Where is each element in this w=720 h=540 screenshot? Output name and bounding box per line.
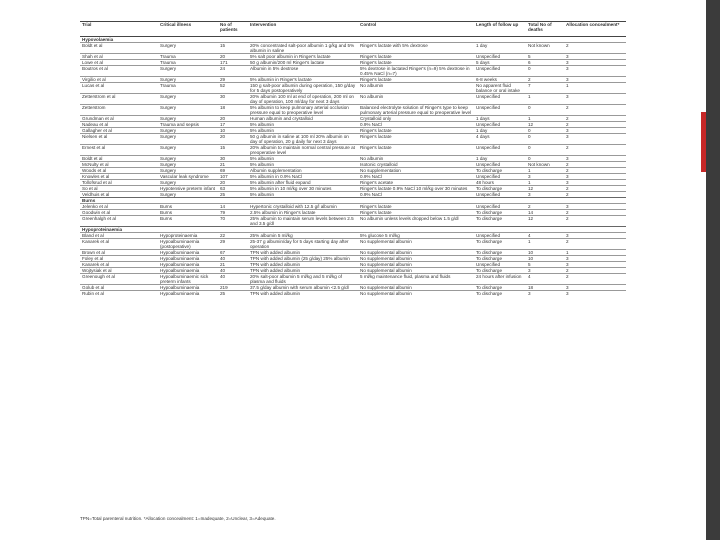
table-cell: Wojtysiak et al — [80, 268, 158, 274]
table-cell: 2 — [564, 105, 626, 116]
table-cell: Unspecified — [474, 192, 526, 198]
table-cell: 0 — [526, 145, 564, 156]
table-cell: 3 — [564, 54, 626, 60]
table-cell: Golub et al — [80, 285, 158, 291]
table-cell: No supplemental albumin — [358, 285, 474, 291]
table-cell: 3 — [564, 77, 626, 83]
table-cell: Unspecified — [474, 204, 526, 210]
table-cell: 0 — [526, 134, 564, 145]
table-cell: 29 — [218, 77, 248, 83]
table-cell: Unspecified — [474, 105, 526, 116]
table-cell: 5 — [526, 262, 564, 268]
table-cell: Hypoalbuminaemia (postoperative) — [158, 239, 218, 250]
table-cell: 1 day — [474, 128, 526, 134]
slide-accent-mark — [701, 112, 706, 172]
table-cell: 17 — [218, 122, 248, 128]
table-cell: Ernest et al — [80, 145, 158, 156]
table-cell: 3 — [564, 204, 626, 210]
table-cell: 50 g albumin/200 ml Ringer's lactate — [248, 60, 358, 66]
table-cell: 14 — [526, 210, 564, 216]
table-header-row — [80, 22, 626, 37]
table-cell: 2.5% albumin in Ringer's lactate — [248, 210, 358, 216]
table-cell: To discharge — [474, 210, 526, 216]
table-cell: To discharge — [474, 168, 526, 174]
table-cell: 5 days — [474, 60, 526, 66]
table-cell: 1 day — [474, 156, 526, 162]
table-cell: 40 — [218, 256, 248, 262]
table-cell: 3 — [564, 285, 626, 291]
table-cell: Unspecified — [474, 54, 526, 60]
table-cell: Unspecified — [474, 174, 526, 180]
table-cell: No albumin — [358, 83, 474, 94]
table-cell: Human albumin and crystalloid — [248, 116, 358, 122]
table-cell: 52 — [218, 83, 248, 94]
table-cell: 2 — [564, 168, 626, 174]
table-cell: Albumin supplementation — [248, 168, 358, 174]
table-cell: 25 — [218, 192, 248, 198]
slide-right-edge-bar — [706, 0, 720, 540]
table-cell: Zetterstrom — [80, 105, 158, 116]
column-header: No of patients — [218, 22, 248, 37]
table-cell: Hypoalbuminaemia — [158, 262, 218, 268]
table-cell: 21 — [218, 262, 248, 268]
table-cell: Trauma — [158, 60, 218, 66]
table-cell: Surgery — [158, 156, 218, 162]
table-cell: Surgery — [158, 128, 218, 134]
table-cell: To discharge — [474, 239, 526, 250]
table-cell: 2 — [564, 239, 626, 250]
table-cell: 40 — [218, 268, 248, 274]
table-row — [80, 145, 626, 156]
table-cell: 2 — [564, 192, 626, 198]
table-cell: Hypotensive preterm infant — [158, 186, 218, 192]
table-cell: Veldhuis et al — [80, 192, 158, 198]
table-cell: Surgery — [158, 192, 218, 198]
table-cell: Ringer's acetate — [358, 180, 474, 186]
table-cell: 3 — [526, 291, 564, 297]
table-cell: Surgery — [158, 94, 218, 105]
table-cell: 69 — [218, 168, 248, 174]
table-cell: 5% albumin — [248, 156, 358, 162]
table-cell: Surgery — [158, 145, 218, 156]
table-cell: Lowe et al — [80, 60, 158, 66]
table-cell: Nadeau et al — [80, 122, 158, 128]
table-cell: 4 — [526, 233, 564, 239]
table-cell: 0 — [526, 66, 564, 77]
table-cell: To discharge — [474, 250, 526, 256]
table-cell: 5% albumin in 0.9% NaCl — [248, 174, 358, 180]
table-cell: Surgery — [158, 116, 218, 122]
table-cell: 1 days — [474, 116, 526, 122]
table-cell: 22 — [218, 233, 248, 239]
table-cell: Ringer's lactate — [358, 204, 474, 210]
table-cell: 2 — [564, 210, 626, 216]
table-cell: Rubin et al — [80, 291, 158, 297]
table-cell: Greenhalgh et al — [80, 216, 158, 227]
table-cell: Surgery — [158, 180, 218, 186]
table-cell: 5 — [526, 54, 564, 60]
table-cell: 3 — [526, 174, 564, 180]
table-cell: 3 — [564, 174, 626, 180]
table-cell: No albumin — [358, 94, 474, 105]
table-cell: 50 g albumin in saline at 100 ml 20% albumin on day of operation, 20 g daily for next 3 days — [248, 134, 358, 145]
table-cell: 3 — [564, 66, 626, 77]
table-cell: 3 — [564, 262, 626, 268]
table-cell: To discharge — [474, 268, 526, 274]
table-cell: Surgery — [158, 162, 218, 168]
table-cell: Ringer's lactate — [358, 210, 474, 216]
column-header: Intervention — [248, 22, 358, 37]
table-cell: To discharge — [474, 186, 526, 192]
table-cell: 30 — [218, 156, 248, 162]
table-cell: 20 — [218, 116, 248, 122]
table-cell: Crystalloid only — [358, 116, 474, 122]
table-cell: Burns — [158, 204, 218, 210]
table-cell: 5% albumin — [248, 162, 358, 168]
table-cell: Zetterstrom et al — [80, 94, 158, 105]
table-cell: Surgery — [158, 168, 218, 174]
table-row — [80, 43, 626, 54]
table-cell: 24 — [218, 66, 248, 77]
table-cell: 21 — [218, 162, 248, 168]
table-cell: Albumin in 5% dextrose — [248, 66, 358, 77]
table-cell: 3 — [564, 233, 626, 239]
trials-table — [80, 21, 626, 296]
table-cell: 3 — [564, 134, 626, 145]
table-cell: 5% albumin to keep pulmonary arterial occlusion pressure equal to preoperative level — [248, 105, 358, 116]
table-cell: 12 — [526, 122, 564, 128]
table-cell: 20% concentrated salt-poor albumin 1 g/kg and 5% albumin in saline — [248, 43, 358, 54]
table-cell: Tollofsrud et al — [80, 180, 158, 186]
table-cell: Nielsen et al — [80, 134, 158, 145]
table-row — [80, 291, 626, 297]
table-cell: To discharge — [474, 291, 526, 297]
table-cell: 48 hours — [474, 180, 526, 186]
table-cell: Hypoalbuminaemia — [158, 250, 218, 256]
table-cell: 3 — [564, 291, 626, 297]
table-row — [80, 94, 626, 105]
table-cell: Jelenko et al — [80, 204, 158, 210]
table-cell: 3 — [564, 94, 626, 105]
table-cell: 5% albumin in 10 ml/kg over 30 minutes — [248, 186, 358, 192]
table-cell: Hypoalbuminaemia — [158, 268, 218, 274]
table-cell: Kanarek et al — [80, 239, 158, 250]
table-cell: 12 — [526, 216, 564, 227]
table-cell: 40 — [218, 274, 248, 285]
table-cell: Knowles et al — [80, 174, 158, 180]
table-cell: Hypoalbuminaemic sick preterm infants — [158, 274, 218, 285]
table-cell: 20% salt-poor albumin 5 ml/kg and 5 ml/kg of plasma and fluids — [248, 274, 358, 285]
table-cell: 3 — [564, 180, 626, 186]
table-cell: Burns — [158, 210, 218, 216]
table-row — [80, 274, 626, 285]
table-cell: Foley et al — [80, 256, 158, 262]
table-cell: Vascular leak syndrome — [158, 174, 218, 180]
table-cell: Woods et al — [80, 168, 158, 174]
table-cell: 10 — [218, 128, 248, 134]
table-cell: 63 — [218, 186, 248, 192]
section-title: Burns — [80, 198, 626, 204]
table-cell: 1 — [526, 116, 564, 122]
table-cell: To discharge — [474, 216, 526, 227]
table-cell: Trauma — [158, 83, 218, 94]
table-cell: 1 — [526, 180, 564, 186]
table-cell: 107 — [218, 174, 248, 180]
table-cell: 20% albumin to maintain normal central pressure at preoperative level — [248, 145, 358, 156]
table-cell: No supplemental albumin — [358, 256, 474, 262]
column-header: Allocation concealment* — [564, 22, 626, 37]
table-cell: 1 — [526, 239, 564, 250]
table-cell: Not known — [526, 162, 564, 168]
table-cell: TPN with added albumin (25 g/day) 25% albumin — [248, 256, 358, 262]
table-cell: Boldt et al — [80, 43, 158, 54]
table-cell: Balanced electrolyte solution of Ringer's type to keep pulmonary arterial pressure equal to preoperative level — [358, 105, 474, 116]
table-cell: 20% albumin 100 ml at end of operation, 200 ml on day of operation, 100 ml/day for next 3 days — [248, 94, 358, 105]
table-cell: 0 — [526, 156, 564, 162]
table-cell: 5% salt poor albumin in Ringer's lactate — [248, 54, 358, 60]
table-cell: 12 — [526, 186, 564, 192]
table-cell: 14 — [218, 204, 248, 210]
table-cell: Unspecified — [474, 162, 526, 168]
table-cell: 0 — [526, 128, 564, 134]
table-cell: Ringer's lactate — [358, 60, 474, 66]
table-cell: TPN with added albumin — [248, 268, 358, 274]
table-cell: Unspecified — [474, 94, 526, 105]
table-cell: 3 — [564, 128, 626, 134]
table-cell: 0.9% NaCl — [358, 174, 474, 180]
table-cell: Burns — [158, 216, 218, 227]
table-row — [80, 134, 626, 145]
table-cell: 25 — [218, 291, 248, 297]
table-cell: To discharge — [474, 285, 526, 291]
table-cell: 2 — [564, 145, 626, 156]
table-cell: 5% albumin after fluid expand — [248, 180, 358, 186]
table-cell: 5% albumin — [248, 122, 358, 128]
table-row — [80, 216, 626, 227]
table-cell: 5% albumin — [248, 192, 358, 198]
table-cell: Ringer's lactate — [358, 54, 474, 60]
table-cell: Hypoalbuminaemia — [158, 285, 218, 291]
table-cell: No supplementation — [358, 168, 474, 174]
table-cell: 70 — [218, 216, 248, 227]
table-cell: 25-37 g albumin/day for 5 days starting day after operation — [248, 239, 358, 250]
table-cell: 29 — [218, 239, 248, 250]
table-cell: 5% albumin — [248, 128, 358, 134]
table-cell: Trauma — [158, 54, 218, 60]
table-cell: Surgery — [158, 105, 218, 116]
table-cell: 79 — [218, 210, 248, 216]
table-cell: Grundman et al — [80, 116, 158, 122]
table-cell: 18 — [526, 285, 564, 291]
table-cell: 0.9% NaCl — [358, 122, 474, 128]
table-cell: TPN with added albumin — [248, 291, 358, 297]
table-cell: Surgery — [158, 43, 218, 54]
table-cell: Unspecified — [474, 262, 526, 268]
table-cell: So et al — [80, 186, 158, 192]
column-header: Critical illness — [158, 22, 218, 37]
table-cell: Gallagher et al — [80, 128, 158, 134]
table-cell: Ringer's lactate — [358, 145, 474, 156]
table-cell: 15 — [218, 43, 248, 54]
table-cell: Ringer's lactate 0.9% NaCl 10 ml/kg over 30 minutes — [358, 186, 474, 192]
table-cell: 2 — [564, 268, 626, 274]
table-cell: To discharge — [474, 256, 526, 262]
table-cell: 2 — [564, 122, 626, 128]
table-cell: 5 ml/kg maintenance fluid, plasma and fluids — [358, 274, 474, 285]
table-cell: 24 hours after infusion — [474, 274, 526, 285]
table-cell: 1 — [564, 250, 626, 256]
table-cell: Hypoalbuminaemia — [158, 256, 218, 262]
table-cell: 171 — [218, 60, 248, 66]
table-row — [80, 105, 626, 116]
table-cell: 37.5 g/day albumin with serum albumin <2.5 g/dl — [248, 285, 358, 291]
table-cell: Boutros et al — [80, 66, 158, 77]
table-cell: Hypertonic crystalloid with 12.5 g/l albumin — [248, 204, 358, 210]
table-cell: 2 — [564, 43, 626, 54]
table-footnote: TPN=Total parenteral nutrition. *Allocation concealment: 1=Inadequate, 2=Unclear, 3=Adequate. — [80, 516, 276, 521]
column-header: Length of follow up — [474, 22, 526, 37]
table-cell: 1 — [526, 168, 564, 174]
table-cell: 219 — [218, 285, 248, 291]
table-cell: No albumin — [358, 156, 474, 162]
table-cell: Surgery — [158, 77, 218, 83]
table-cell: 1 — [564, 83, 626, 94]
table-cell: Boldt et al — [80, 156, 158, 162]
table-cell: 150 g salt-poor albumin during operation, 150 g/day for 5 days postoperatively — [248, 83, 358, 94]
table-cell: Surgery — [158, 134, 218, 145]
table-cell: 3 — [526, 268, 564, 274]
table-body — [80, 37, 626, 297]
table-cell: Unspecified — [474, 122, 526, 128]
table-cell: 1 — [526, 94, 564, 105]
section-title: Hypovolaemia — [80, 37, 626, 43]
table-cell: Trauma and sepsis — [158, 122, 218, 128]
table-cell: 6-8 weeks — [474, 77, 526, 83]
table-cell: 25% albumin to maintain serum levels between 2.5 and 3.5 g/dl — [248, 216, 358, 227]
table-cell: 0 — [526, 105, 564, 116]
table-cell: 20 — [218, 134, 248, 145]
table-cell: 2 — [564, 116, 626, 122]
table-cell: Ringer's lactate with 5% dextrose — [358, 43, 474, 54]
table-cell: 2 — [564, 186, 626, 192]
table-cell: 4 — [526, 274, 564, 285]
section-title: Hypoproteinaemia — [80, 227, 626, 233]
table-cell: No supplemental albumin — [358, 268, 474, 274]
table-cell: 10 — [526, 256, 564, 262]
table-cell: 20 — [218, 54, 248, 60]
table-cell: Kanarek et al — [80, 262, 158, 268]
table-cell: 20 — [218, 180, 248, 186]
table-cell: No supplemental albumin — [358, 250, 474, 256]
table-cell: No albumin unless levels dropped below 1.5 g/dl — [358, 216, 474, 227]
table-cell: No apparent fluid balance or oral intake — [474, 83, 526, 94]
table-cell: 3 — [564, 256, 626, 262]
table-cell: No supplemental albumin — [358, 291, 474, 297]
table-cell: McNulty et al — [80, 162, 158, 168]
table-cell: 18 — [218, 105, 248, 116]
table-cell: 67 — [218, 250, 248, 256]
table-cell: 25% albumin 5 ml/kg — [248, 233, 358, 239]
table-cell: Virgilio et al — [80, 77, 158, 83]
table-cell: Ringer's lactate — [358, 134, 474, 145]
table-cell: 3 — [526, 192, 564, 198]
table-cell: Hypoalbuminaemia — [158, 291, 218, 297]
table-cell: 2 — [526, 204, 564, 210]
table-row — [80, 66, 626, 77]
table-cell: 2 — [526, 77, 564, 83]
table-cell: 0.9% NaCl — [358, 192, 474, 198]
table-cell: 5% albumin in Ringer's lactate — [248, 77, 358, 83]
table-cell: 10 — [526, 250, 564, 256]
table-cell: 2 — [564, 274, 626, 285]
column-header: Trial — [80, 22, 158, 37]
table-cell: Ringer's lactate — [358, 128, 474, 134]
column-header: Control — [358, 22, 474, 37]
table-cell: Brown et al — [80, 250, 158, 256]
table-cell: 3 — [564, 156, 626, 162]
table-row — [80, 83, 626, 94]
table-cell: Unspecified — [474, 233, 526, 239]
table-cell: No supplemental albumin — [358, 262, 474, 268]
table-row — [80, 239, 626, 250]
table-cell: 4 days — [474, 134, 526, 145]
table-cell: 30 — [218, 94, 248, 105]
table-cell: 5% dextrose in lactated Ringer's (n=9) 5% dextrose in 0.45% NaCl (n=7) — [358, 66, 474, 77]
table-cell: Not known — [526, 43, 564, 54]
table-cell: 2 — [564, 216, 626, 227]
table-cell: 3 — [564, 60, 626, 66]
table-cell: TPN with added albumin — [248, 250, 358, 256]
table-cell: Surgery — [158, 66, 218, 77]
table-cell: Hypoproteinaemia — [158, 233, 218, 239]
table-cell: Goodwin et al — [80, 210, 158, 216]
table-cell: Unspecified — [474, 145, 526, 156]
table-cell: Bland et al — [80, 233, 158, 239]
table-cell: Unspecified — [474, 66, 526, 77]
table-cell: 1 day — [474, 43, 526, 54]
table-cell: TPN with added albumin — [248, 262, 358, 268]
table-cell: 7 — [526, 83, 564, 94]
table-cell: No supplemental albumin — [358, 239, 474, 250]
table-cell: Greenough et al — [80, 274, 158, 285]
table-cell: Ringer's lactate — [358, 77, 474, 83]
table-cell: Shah et al — [80, 54, 158, 60]
column-header: Total No of deaths — [526, 22, 564, 37]
table-cell: Isotonic crystalloid — [358, 162, 474, 168]
table-cell: 15 — [218, 145, 248, 156]
table-cell: 2 — [564, 162, 626, 168]
table-cell: Lucas et al — [80, 83, 158, 94]
table-cell: 5% glucose 5 ml/kg — [358, 233, 474, 239]
table-cell: 6 — [526, 60, 564, 66]
